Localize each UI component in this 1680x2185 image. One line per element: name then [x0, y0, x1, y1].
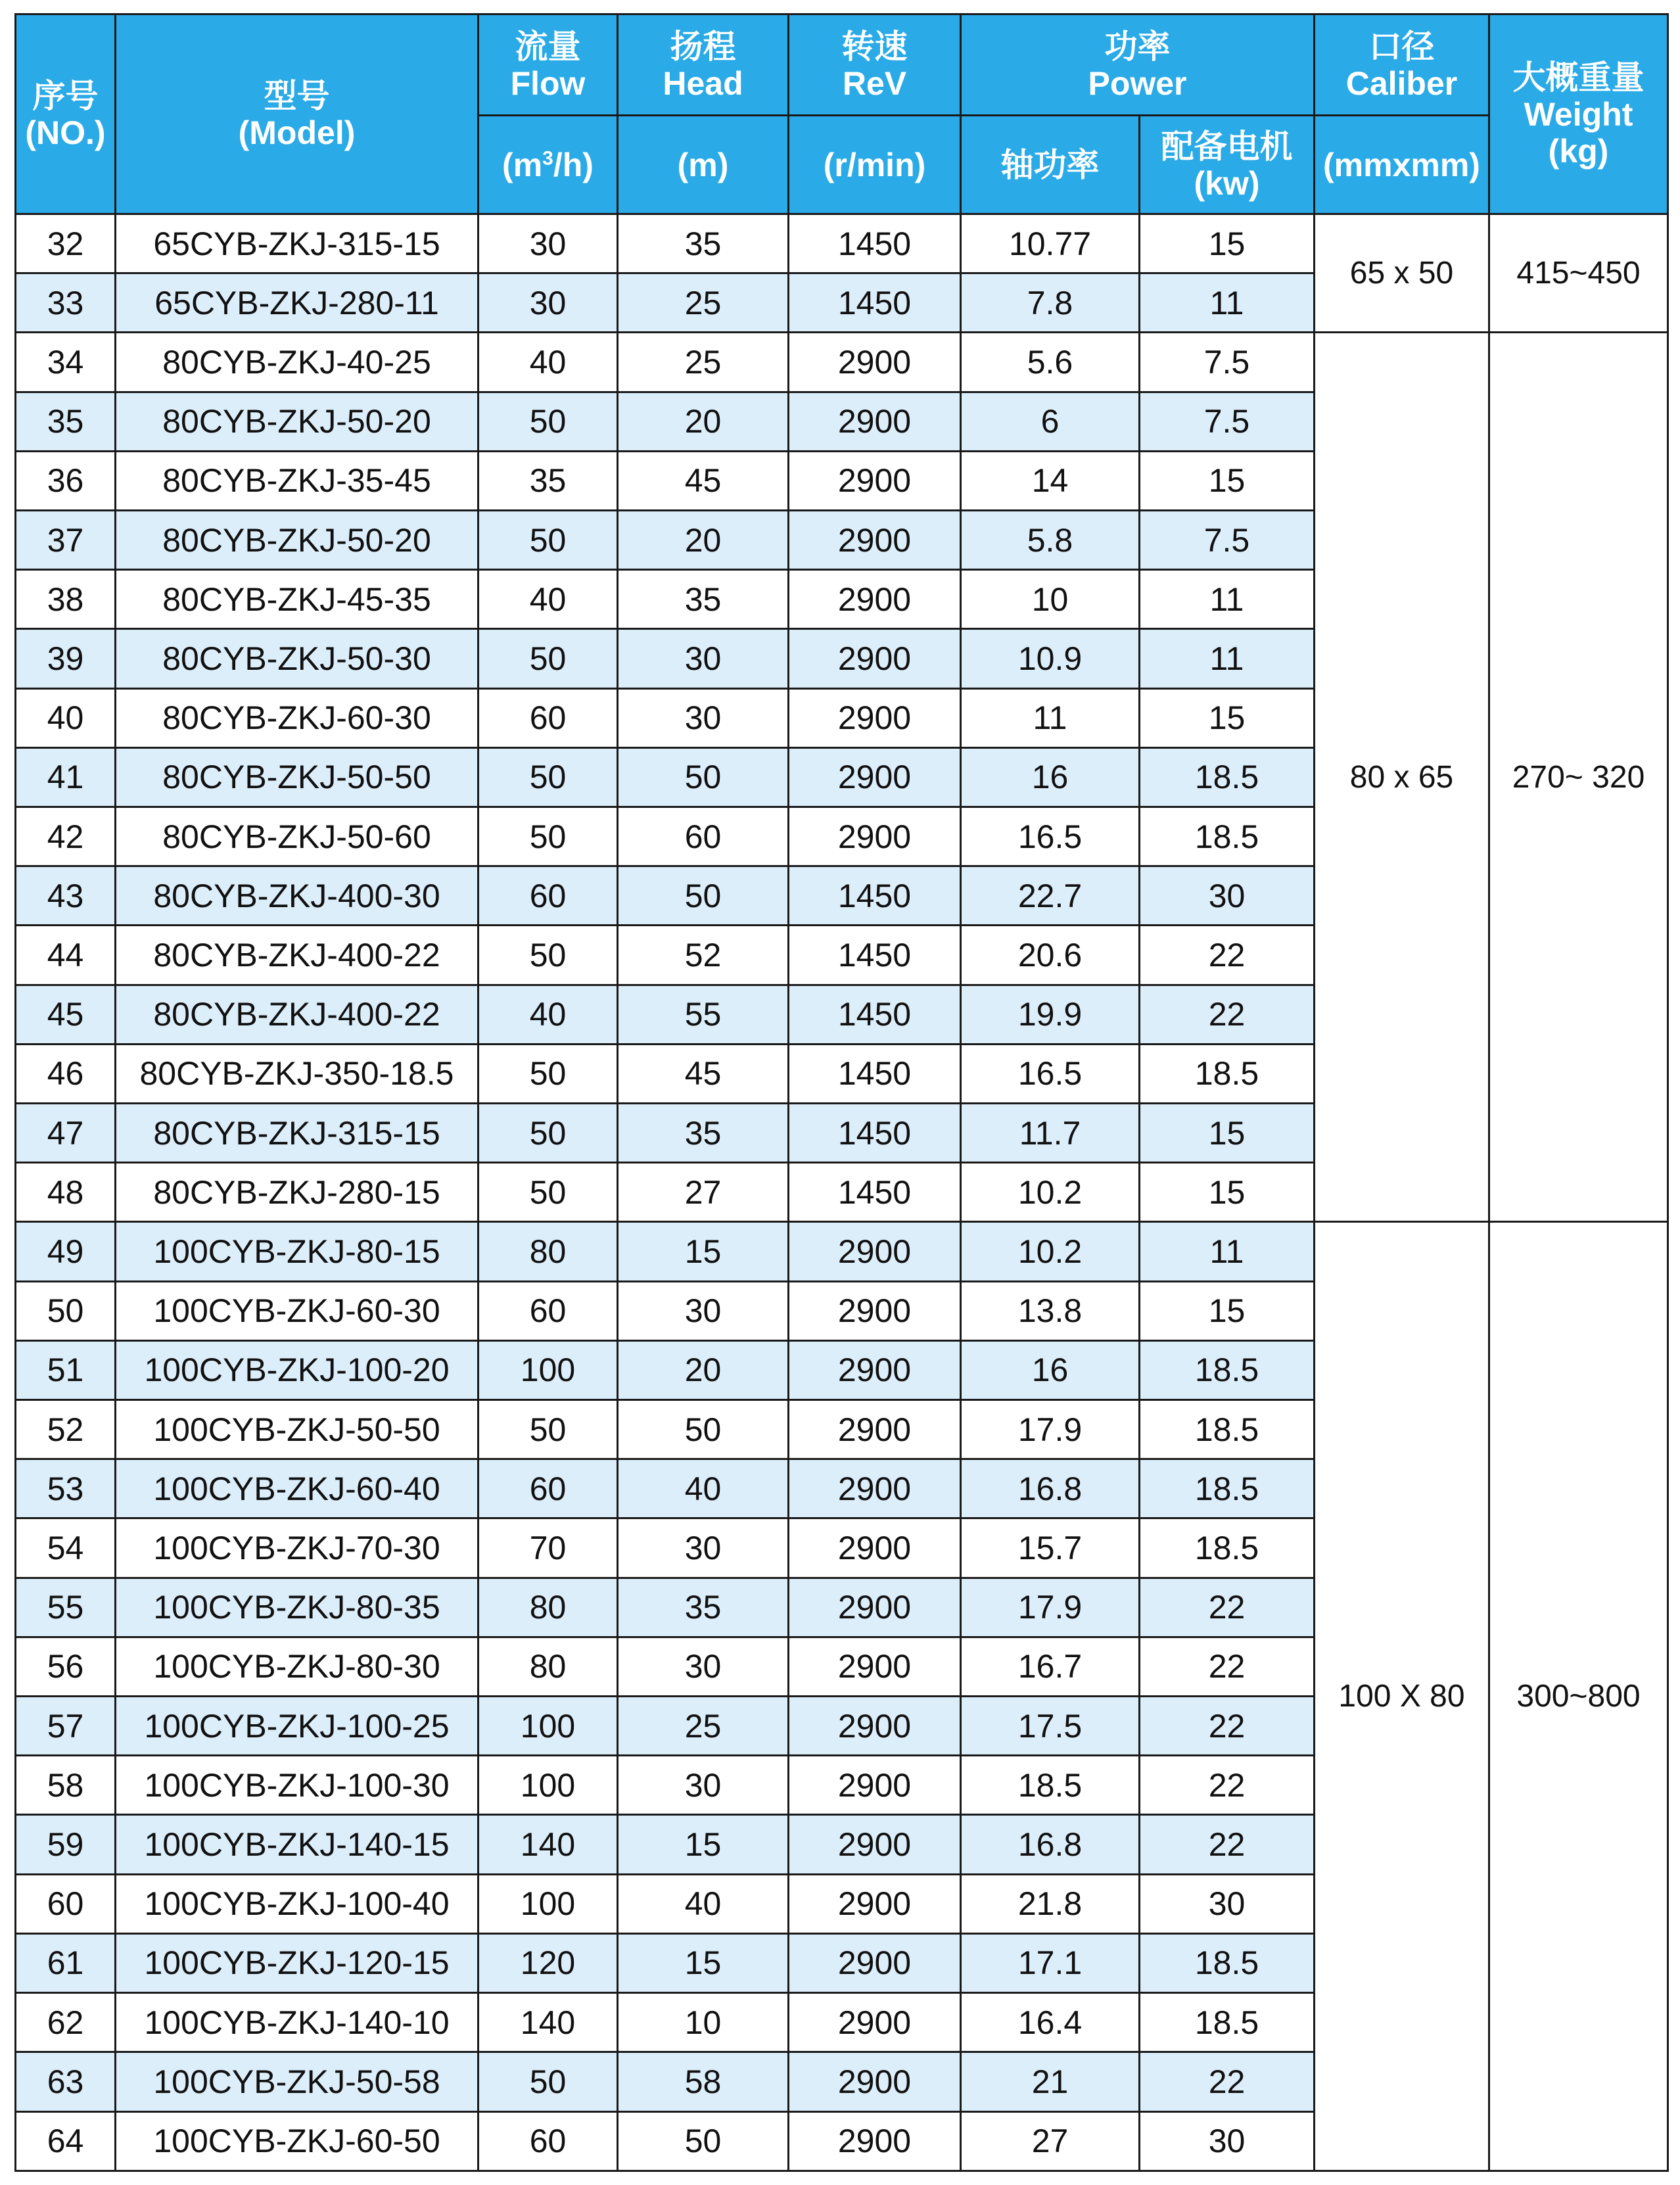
- cell-rev: 1450: [789, 214, 961, 273]
- cell-no: 60: [16, 1874, 116, 1933]
- cell-shaft: 11: [961, 688, 1140, 747]
- cell-flow: 30: [478, 273, 618, 333]
- cell-head: 40: [618, 1459, 789, 1518]
- cell-weight-group: 300~800: [1489, 1222, 1668, 2171]
- header-power-en: Power: [1088, 64, 1187, 102]
- cell-no: 41: [16, 747, 116, 807]
- cell-model: 80CYB-ZKJ-45-35: [116, 570, 478, 629]
- header-flow-unit: [478, 116, 618, 214]
- cell-motor: 11: [1140, 629, 1315, 688]
- cell-head: 20: [618, 392, 789, 451]
- cell-model: 80CYB-ZKJ-280-15: [116, 1163, 478, 1222]
- header-caliber-unit: (mmxmm): [1315, 116, 1489, 214]
- cell-no: 51: [16, 1340, 116, 1399]
- cell-model: 65CYB-ZKJ-315-15: [116, 214, 478, 273]
- cell-rev: 1450: [789, 985, 961, 1044]
- cell-model: 100CYB-ZKJ-100-40: [116, 1874, 478, 1933]
- header-flow-unit-post: /h): [553, 146, 594, 183]
- cell-flow: 35: [478, 451, 618, 510]
- cell-model: 100CYB-ZKJ-120-15: [116, 1933, 478, 1992]
- table-body: [16, 214, 1668, 2171]
- cell-rev: 2900: [789, 807, 961, 866]
- cell-no: 37: [16, 511, 116, 570]
- cell-rev: 2900: [789, 392, 961, 451]
- cell-shaft: 6: [961, 392, 1140, 451]
- cell-motor: 30: [1140, 866, 1315, 926]
- cell-motor: 11: [1140, 570, 1315, 629]
- cell-rev: 2900: [789, 2052, 961, 2111]
- header-model: [116, 14, 478, 214]
- cell-rev: 1450: [789, 926, 961, 985]
- cell-motor: 18.5: [1140, 1044, 1315, 1103]
- cell-motor: 22: [1140, 1756, 1315, 1815]
- cell-no: 45: [16, 985, 116, 1044]
- cell-model: 80CYB-ZKJ-60-30: [116, 688, 478, 747]
- cell-no: 34: [16, 333, 116, 392]
- cell-flow: 50: [478, 747, 618, 807]
- cell-head: 30: [618, 1518, 789, 1578]
- cell-model: 80CYB-ZKJ-315-15: [116, 1104, 478, 1163]
- cell-rev: 2900: [789, 1459, 961, 1518]
- header-no-zh: 序号: [32, 77, 99, 114]
- cell-shaft: 16.5: [961, 1044, 1140, 1103]
- cell-flow: 50: [478, 511, 618, 570]
- cell-model: 100CYB-ZKJ-100-30: [116, 1756, 478, 1815]
- cell-head: 52: [618, 926, 789, 985]
- cell-model: 100CYB-ZKJ-60-50: [116, 2111, 478, 2171]
- cell-flow: 140: [478, 1815, 618, 1874]
- cell-model: 100CYB-ZKJ-50-50: [116, 1400, 478, 1459]
- cell-motor: 7.5: [1140, 511, 1315, 570]
- cell-flow: 80: [478, 1637, 618, 1696]
- cell-shaft: 16.4: [961, 1993, 1140, 2052]
- cell-flow: 40: [478, 985, 618, 1044]
- cell-weight-group: 415~450: [1489, 214, 1668, 333]
- cell-flow: 60: [478, 1459, 618, 1518]
- cell-head: 20: [618, 1340, 789, 1399]
- header-head: [618, 14, 789, 116]
- cell-head: 30: [618, 1756, 789, 1815]
- header-head-unit: (m): [618, 116, 789, 214]
- cell-head: 35: [618, 1578, 789, 1637]
- cell-motor: 22: [1140, 1578, 1315, 1637]
- pump-spec-table: [14, 13, 1669, 2172]
- cell-no: 57: [16, 1697, 116, 1756]
- cell-no: 58: [16, 1756, 116, 1815]
- cell-motor: 15: [1140, 1163, 1315, 1222]
- cell-model: 100CYB-ZKJ-70-30: [116, 1518, 478, 1578]
- cell-no: 46: [16, 1044, 116, 1103]
- header-motor-power: [1140, 116, 1315, 214]
- cell-shaft: 15.7: [961, 1518, 1140, 1578]
- cell-head: 45: [618, 1044, 789, 1103]
- cell-no: 35: [16, 392, 116, 451]
- cell-model: 100CYB-ZKJ-80-15: [116, 1222, 478, 1281]
- header-rev: [789, 14, 961, 116]
- cell-flow: 70: [478, 1518, 618, 1578]
- cell-flow: 100: [478, 1874, 618, 1933]
- cell-no: 63: [16, 2052, 116, 2111]
- cell-head: 60: [618, 807, 789, 866]
- header-weight-en: Weight: [1524, 95, 1633, 133]
- cell-flow: 100: [478, 1697, 618, 1756]
- cell-shaft: 18.5: [961, 1756, 1140, 1815]
- cell-flow: 60: [478, 2111, 618, 2171]
- cell-head: 15: [618, 1222, 789, 1281]
- cell-head: 35: [618, 214, 789, 273]
- cell-motor: 15: [1140, 1104, 1315, 1163]
- cell-no: 32: [16, 214, 116, 273]
- header-rev-zh: 转速: [841, 28, 908, 65]
- cell-rev: 1450: [789, 1163, 961, 1222]
- cell-shaft: 5.6: [961, 333, 1140, 392]
- cell-flow: 100: [478, 1340, 618, 1399]
- cell-shaft: 16: [961, 747, 1140, 807]
- header-caliber: [1315, 14, 1489, 116]
- header-flow-unit-pre: (m: [502, 146, 543, 183]
- cell-no: 44: [16, 926, 116, 985]
- cell-rev: 2900: [789, 747, 961, 807]
- cell-motor: 22: [1140, 926, 1315, 985]
- cell-flow: 60: [478, 688, 618, 747]
- cell-model: 65CYB-ZKJ-280-11: [116, 273, 478, 333]
- header-weight-unit: (kg): [1548, 132, 1609, 170]
- table-row: [16, 333, 1668, 392]
- cell-head: 30: [618, 1637, 789, 1696]
- cell-model: 100CYB-ZKJ-80-30: [116, 1637, 478, 1696]
- cell-shaft: 16.5: [961, 807, 1140, 866]
- cell-no: 36: [16, 451, 116, 510]
- cell-head: 50: [618, 866, 789, 926]
- cell-no: 38: [16, 570, 116, 629]
- cell-head: 58: [618, 2052, 789, 2111]
- header-shaft-power: 轴功率: [961, 116, 1140, 214]
- cell-head: 40: [618, 1874, 789, 1933]
- cell-model: 100CYB-ZKJ-50-58: [116, 2052, 478, 2111]
- cell-model: 80CYB-ZKJ-35-45: [116, 451, 478, 510]
- cell-flow: 50: [478, 2052, 618, 2111]
- cell-shaft: 17.9: [961, 1400, 1140, 1459]
- cell-shaft: 10.9: [961, 629, 1140, 688]
- cell-shaft: 17.9: [961, 1578, 1140, 1637]
- cell-rev: 2900: [789, 1933, 961, 1992]
- cell-rev: 1450: [789, 273, 961, 333]
- header-no: [16, 14, 116, 214]
- header-power-zh: 功率: [1104, 28, 1171, 65]
- cell-rev: 2900: [789, 1400, 961, 1459]
- cell-motor: 18.5: [1140, 1518, 1315, 1578]
- cell-model: 80CYB-ZKJ-50-30: [116, 629, 478, 688]
- cell-motor: 15: [1140, 214, 1315, 273]
- cell-head: 50: [618, 747, 789, 807]
- header-motor-zh: 配备电机: [1161, 128, 1293, 165]
- cell-head: 25: [618, 333, 789, 392]
- cell-shaft: 16: [961, 1340, 1140, 1399]
- cell-flow: 50: [478, 392, 618, 451]
- cell-head: 30: [618, 1281, 789, 1340]
- cell-model: 80CYB-ZKJ-40-25: [116, 333, 478, 392]
- cell-head: 15: [618, 1933, 789, 1992]
- cell-head: 25: [618, 273, 789, 333]
- cell-no: 39: [16, 629, 116, 688]
- cell-shaft: 20.6: [961, 926, 1140, 985]
- table-row: [16, 1222, 1668, 1281]
- header-rev-en: ReV: [842, 64, 907, 102]
- cell-rev: 2900: [789, 1697, 961, 1756]
- cell-head: 50: [618, 2111, 789, 2171]
- cell-model: 80CYB-ZKJ-400-30: [116, 866, 478, 926]
- cell-motor: 22: [1140, 1637, 1315, 1696]
- cell-model: 100CYB-ZKJ-80-35: [116, 1578, 478, 1637]
- cell-flow: 50: [478, 1163, 618, 1222]
- cell-model: 100CYB-ZKJ-60-40: [116, 1459, 478, 1518]
- header-caliber-zh: 口径: [1368, 28, 1435, 65]
- cell-motor: 22: [1140, 1697, 1315, 1756]
- cell-flow: 50: [478, 1104, 618, 1163]
- cell-caliber-group: 65 x 50: [1315, 214, 1489, 333]
- cell-motor: 22: [1140, 985, 1315, 1044]
- cell-motor: 15: [1140, 1281, 1315, 1340]
- cell-shaft: 10.2: [961, 1222, 1140, 1281]
- cell-shaft: 7.8: [961, 273, 1140, 333]
- cell-head: 30: [618, 688, 789, 747]
- cell-no: 59: [16, 1815, 116, 1874]
- cell-rev: 1450: [789, 1044, 961, 1103]
- cell-no: 43: [16, 866, 116, 926]
- cell-shaft: 10.77: [961, 214, 1140, 273]
- cell-rev: 2900: [789, 1815, 961, 1874]
- cell-rev: 2900: [789, 1874, 961, 1933]
- cell-rev: 2900: [789, 333, 961, 392]
- cell-rev: 1450: [789, 1104, 961, 1163]
- cell-head: 45: [618, 451, 789, 510]
- cell-motor: 11: [1140, 1222, 1315, 1281]
- cell-rev: 2900: [789, 629, 961, 688]
- cell-head: 20: [618, 511, 789, 570]
- cell-model: 100CYB-ZKJ-100-25: [116, 1697, 478, 1756]
- cell-motor: 30: [1140, 1874, 1315, 1933]
- cell-motor: 15: [1140, 451, 1315, 510]
- cell-model: 80CYB-ZKJ-50-20: [116, 392, 478, 451]
- cell-motor: 18.5: [1140, 747, 1315, 807]
- header-head-zh: 扬程: [670, 28, 736, 65]
- cell-motor: 22: [1140, 1815, 1315, 1874]
- cell-motor: 18.5: [1140, 1933, 1315, 1992]
- cell-motor: 7.5: [1140, 392, 1315, 451]
- cell-weight-group: 270~ 320: [1489, 333, 1668, 1222]
- cell-shaft: 16.7: [961, 1637, 1140, 1696]
- cell-rev: 2900: [789, 1637, 961, 1696]
- cell-no: 47: [16, 1104, 116, 1163]
- cell-flow: 50: [478, 1044, 618, 1103]
- cell-rev: 2900: [789, 1993, 961, 2052]
- cell-no: 33: [16, 273, 116, 333]
- header-model-zh: 型号: [264, 77, 330, 114]
- header-weight: [1489, 14, 1668, 214]
- cell-model: 100CYB-ZKJ-60-30: [116, 1281, 478, 1340]
- header-flow-en: Flow: [510, 64, 586, 102]
- table-row: [16, 214, 1668, 273]
- cell-flow: 100: [478, 1756, 618, 1815]
- header-power: [961, 14, 1315, 116]
- cell-rev: 2900: [789, 1340, 961, 1399]
- cell-model: 100CYB-ZKJ-100-20: [116, 1340, 478, 1399]
- cell-motor: 18.5: [1140, 1459, 1315, 1518]
- cell-caliber-group: 100 X 80: [1315, 1222, 1489, 2171]
- cell-shaft: 22.7: [961, 866, 1140, 926]
- cell-no: 53: [16, 1459, 116, 1518]
- cell-rev: 2900: [789, 2111, 961, 2171]
- cell-motor: 18.5: [1140, 1340, 1315, 1399]
- cell-no: 55: [16, 1578, 116, 1637]
- cell-no: 50: [16, 1281, 116, 1340]
- cell-flow: 60: [478, 866, 618, 926]
- cell-shaft: 11.7: [961, 1104, 1140, 1163]
- cell-flow: 40: [478, 333, 618, 392]
- cell-rev: 2900: [789, 451, 961, 510]
- cell-no: 52: [16, 1400, 116, 1459]
- cell-rev: 2900: [789, 511, 961, 570]
- cell-shaft: 14: [961, 451, 1140, 510]
- cell-flow: 80: [478, 1578, 618, 1637]
- header-flow: [478, 14, 618, 116]
- header-rev-unit: (r/min): [789, 116, 961, 214]
- cell-shaft: 21.8: [961, 1874, 1140, 1933]
- cell-head: 15: [618, 1815, 789, 1874]
- cell-motor: 22: [1140, 2052, 1315, 2111]
- cell-head: 25: [618, 1697, 789, 1756]
- cell-shaft: 16.8: [961, 1815, 1140, 1874]
- cell-motor: 7.5: [1140, 333, 1315, 392]
- cell-flow: 50: [478, 1400, 618, 1459]
- cell-model: 80CYB-ZKJ-400-22: [116, 985, 478, 1044]
- cell-rev: 2900: [789, 1222, 961, 1281]
- header-row-top: [16, 14, 1668, 116]
- cell-no: 56: [16, 1637, 116, 1696]
- cell-shaft: 17.1: [961, 1933, 1140, 1992]
- cell-no: 62: [16, 1993, 116, 2052]
- cell-flow: 60: [478, 1281, 618, 1340]
- cell-no: 42: [16, 807, 116, 866]
- table-header: [16, 14, 1668, 214]
- header-no-en: (NO.): [25, 114, 106, 151]
- cell-rev: 2900: [789, 570, 961, 629]
- cell-shaft: 17.5: [961, 1697, 1140, 1756]
- cell-shaft: 27: [961, 2111, 1140, 2171]
- cell-no: 40: [16, 688, 116, 747]
- cell-motor: 18.5: [1140, 1400, 1315, 1459]
- cell-no: 61: [16, 1933, 116, 1992]
- cell-shaft: 21: [961, 2052, 1140, 2111]
- cell-motor: 18.5: [1140, 1993, 1315, 2052]
- cell-rev: 2900: [789, 1756, 961, 1815]
- header-flow-zh: 流量: [515, 28, 581, 65]
- header-model-en: (Model): [238, 114, 356, 151]
- cell-no: 49: [16, 1222, 116, 1281]
- cell-model: 100CYB-ZKJ-140-15: [116, 1815, 478, 1874]
- cell-model: 80CYB-ZKJ-50-50: [116, 747, 478, 807]
- cell-flow: 40: [478, 570, 618, 629]
- cell-motor: 30: [1140, 2111, 1315, 2171]
- cell-flow: 80: [478, 1222, 618, 1281]
- cell-model: 80CYB-ZKJ-350-18.5: [116, 1044, 478, 1103]
- cell-head: 55: [618, 985, 789, 1044]
- header-motor-unit: (kw): [1194, 164, 1260, 202]
- cell-motor: 15: [1140, 688, 1315, 747]
- cell-flow: 50: [478, 926, 618, 985]
- cell-head: 50: [618, 1400, 789, 1459]
- cell-rev: 2900: [789, 688, 961, 747]
- cell-shaft: 16.8: [961, 1459, 1140, 1518]
- header-caliber-en: Caliber: [1345, 64, 1458, 102]
- cell-shaft: 19.9: [961, 985, 1140, 1044]
- cell-head: 35: [618, 1104, 789, 1163]
- cell-rev: 2900: [789, 1281, 961, 1340]
- header-weight-zh: 大概重量: [1512, 59, 1645, 96]
- cell-model: 80CYB-ZKJ-50-60: [116, 807, 478, 866]
- cell-shaft: 13.8: [961, 1281, 1140, 1340]
- cell-head: 35: [618, 570, 789, 629]
- cell-no: 54: [16, 1518, 116, 1578]
- header-head-en: Head: [663, 64, 743, 102]
- cell-flow: 120: [478, 1933, 618, 1992]
- cell-motor: 18.5: [1140, 807, 1315, 866]
- cell-head: 27: [618, 1163, 789, 1222]
- cell-shaft: 5.8: [961, 511, 1140, 570]
- cell-flow: 140: [478, 1993, 618, 2052]
- cell-shaft: 10: [961, 570, 1140, 629]
- cell-rev: 1450: [789, 866, 961, 926]
- cell-flow: 50: [478, 629, 618, 688]
- cell-head: 10: [618, 1993, 789, 2052]
- cell-flow: 50: [478, 807, 618, 866]
- cell-no: 64: [16, 2111, 116, 2171]
- cell-shaft: 10.2: [961, 1163, 1140, 1222]
- cell-rev: 2900: [789, 1518, 961, 1578]
- cell-head: 30: [618, 629, 789, 688]
- cell-no: 48: [16, 1163, 116, 1222]
- cell-model: 80CYB-ZKJ-50-20: [116, 511, 478, 570]
- cell-motor: 11: [1140, 273, 1315, 333]
- cell-caliber-group: 80 x 65: [1315, 333, 1489, 1222]
- cell-model: 80CYB-ZKJ-400-22: [116, 926, 478, 985]
- cell-model: 100CYB-ZKJ-140-10: [116, 1993, 478, 2052]
- header-flow-unit-sup: 3: [542, 147, 553, 169]
- cell-flow: 30: [478, 214, 618, 273]
- cell-rev: 2900: [789, 1578, 961, 1637]
